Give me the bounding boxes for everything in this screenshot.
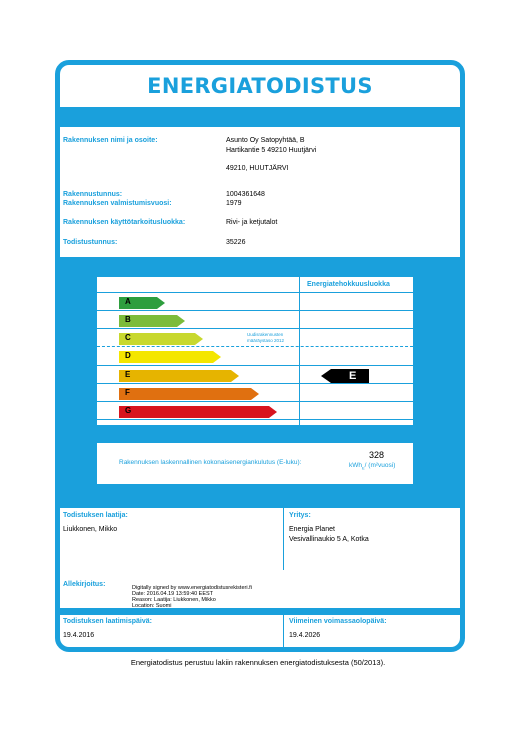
issued-date-value: 19.4.2016: [63, 632, 95, 639]
class-bar-e-label: E: [125, 370, 131, 379]
class-bar-f: [119, 387, 259, 399]
class-bar-e-shape: [119, 370, 239, 382]
building-info-panel: [60, 127, 460, 257]
consumption-panel: [97, 443, 413, 484]
current-class-arrow-shape: [321, 369, 369, 383]
title-band: [60, 65, 460, 107]
building-postal: 49210, HUUTJÄRVI: [226, 165, 289, 172]
class-bar-a-label: A: [125, 297, 131, 306]
class-bar-a: [119, 296, 165, 308]
class-bar-b-label: B: [125, 315, 131, 324]
current-class-arrow: [321, 369, 369, 383]
class-bar-d-shape: [119, 351, 221, 363]
company-label: Yritys:: [289, 512, 311, 519]
efficiency-class-header: Energiatehokkuusluokka: [307, 281, 390, 288]
valid-date-value: 19.4.2026: [289, 632, 321, 639]
issued-date-label: Todistuksen laatimispäivä:: [63, 618, 152, 625]
company-address: Vesivallinaukio 5 A, Kotka: [289, 536, 369, 543]
class-bar-d-label: D: [125, 351, 131, 360]
class-bar-g-label: G: [125, 406, 132, 415]
class-bar-f-label: F: [125, 388, 130, 397]
build-year-label: Rakennuksen valmistumisvuosi:: [63, 200, 172, 207]
use-class-label: Rakennuksen käyttötarkoitusluokka:: [63, 219, 186, 226]
consumption-unit: kWh$_E$/ (m²vuosi): [349, 462, 396, 471]
class-bar-c-shape: [119, 333, 203, 345]
author-label: Todistuksen laatija:: [63, 512, 128, 519]
consumption-label: Rakennuksen laskennallinen kokonaisenergiankulutus (E-luku):: [119, 459, 302, 466]
company-name: Energia Planet: [289, 526, 335, 533]
building-id-label: Rakennustunnus:: [63, 191, 123, 198]
class-bar-d: [119, 350, 221, 362]
requirement-level-label: Uudisrakennusten määräystaso 2012: [247, 332, 285, 343]
author-value: Liukkonen, Mikko: [63, 526, 118, 533]
building-name: Asunto Oy Satopyhtää, B: [226, 137, 305, 144]
building-address: Hartikantie 5 49210 Huutjärvi: [226, 147, 317, 154]
digital-signature: Digitally signed by www.energiatodistusrekisteri.fi Date: 2016.04.19 13:59:40 EEST Reason: Laatija: Liukkonen, Mikko Location: Suomi: [132, 585, 252, 609]
name-address-label: Rakennuksen nimi ja osoite:: [63, 137, 158, 144]
class-bar-c: [119, 332, 203, 344]
energy-scale-panel: [97, 277, 413, 425]
cert-id-label: Todistustunnus:: [63, 239, 118, 246]
build-year-value: 1979: [226, 200, 242, 207]
use-class-value: Rivi- ja ketjutalot: [226, 219, 278, 226]
class-bar-f-shape: [119, 388, 259, 400]
current-class-letter: E: [349, 370, 357, 382]
dates-panel: [60, 615, 460, 647]
consumption-value: 328: [369, 450, 385, 460]
issuer-panel: [60, 508, 460, 608]
legal-footer: Energiatodistus perustuu lakiin rakennuksen energiatodistuksesta (50/2013).: [130, 658, 386, 667]
class-bar-e: [119, 369, 239, 381]
class-bar-c-label: C: [125, 333, 131, 342]
class-bar-g: [119, 405, 277, 417]
cert-id-value: 35226: [226, 239, 246, 246]
class-bar-g-shape: [119, 406, 277, 418]
certificate-frame: [55, 60, 465, 652]
signature-label: Allekirjoitus:: [63, 581, 106, 588]
building-id-value: 1004361648: [226, 191, 265, 198]
class-bar-b: [119, 314, 185, 326]
page-title: ENERGIATODISTUS: [147, 74, 373, 98]
valid-date-label: Viimeinen voimassaolopäivä:: [289, 618, 387, 625]
